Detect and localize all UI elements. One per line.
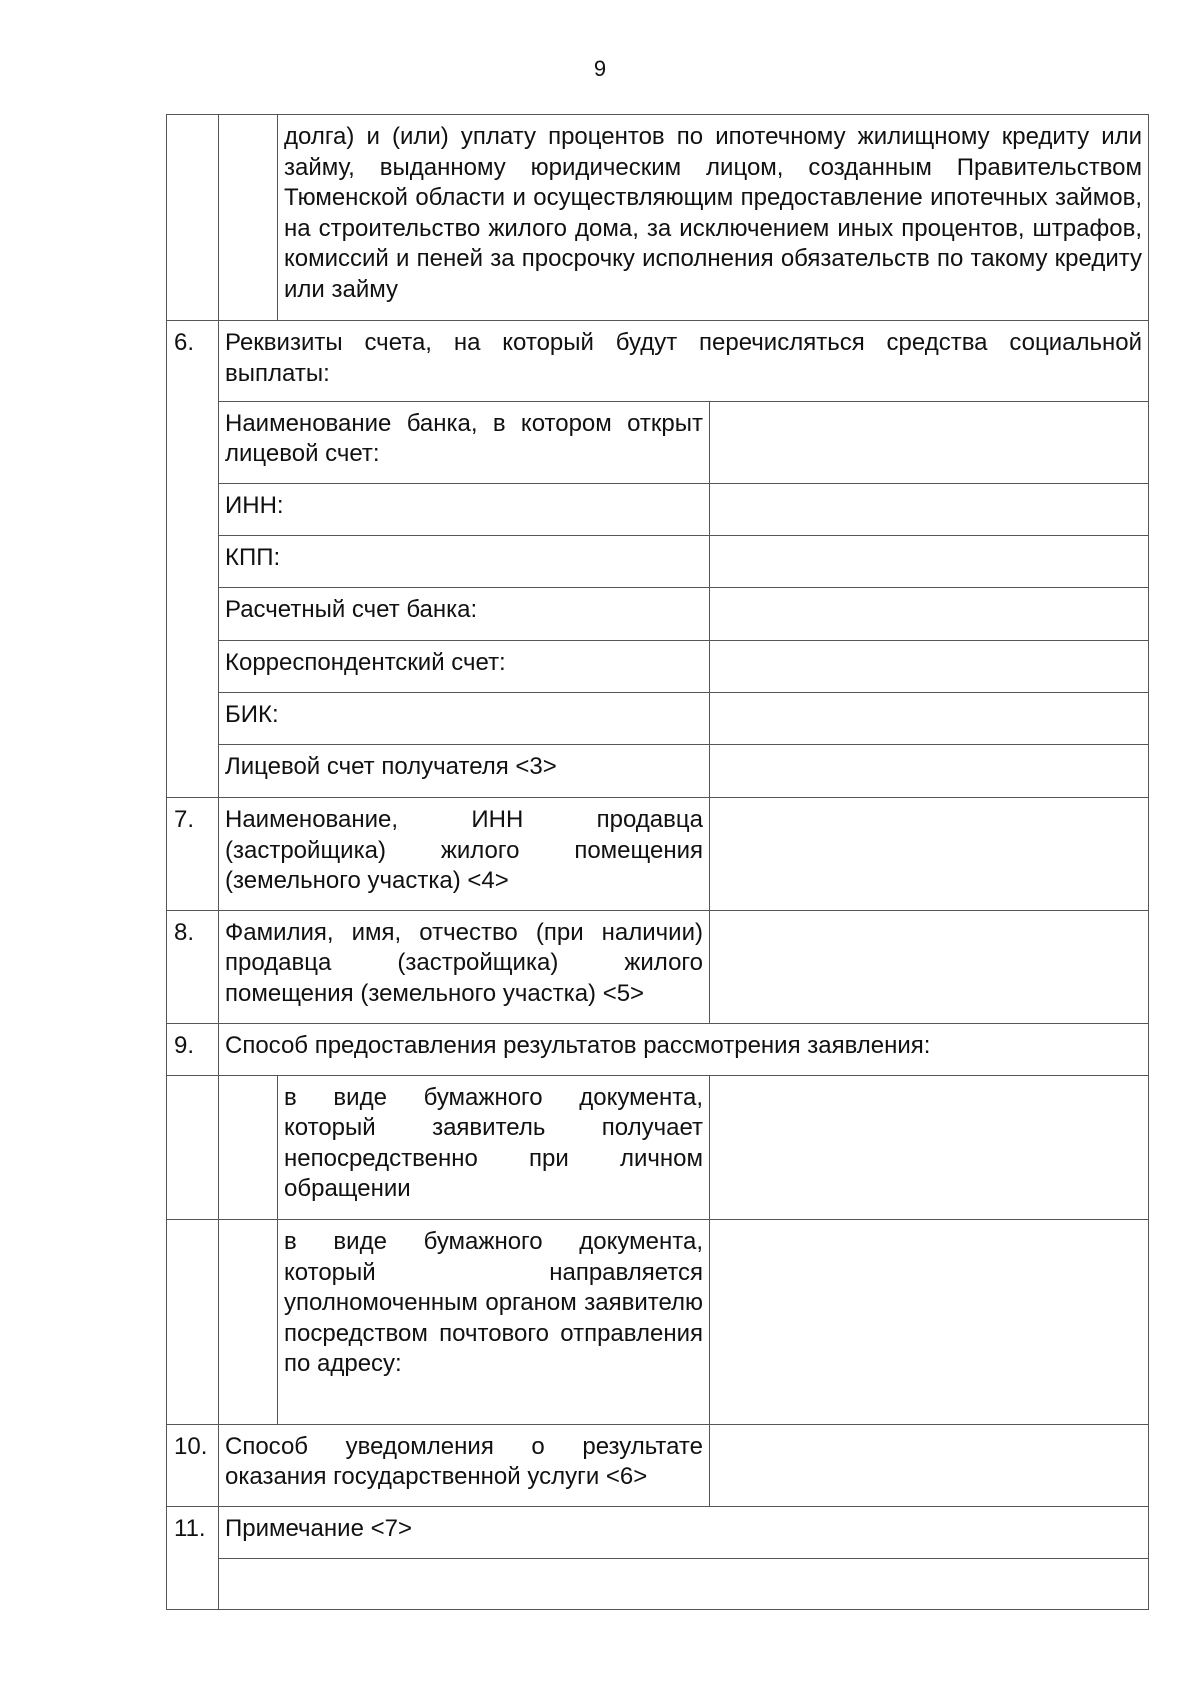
table-row-inn: [167, 483, 1149, 535]
seller-fullname-field[interactable]: [710, 910, 1149, 1023]
personal-account-field[interactable]: [710, 745, 1149, 798]
continuation-text: долга) и (или) уплату процентов по ипотечному жилищному кредиту или займу, выданному юридическим лицом, созданным Правительством Тюменской области и осуществляющим предоставление ипотечных займов, на строительство жилого дома, за исключением иных процентов, штрафов, комиссий и пеней за просрочку исполнения обязательств по такому кредиту или займу: [278, 115, 1149, 321]
note-label: Примечание <7>: [219, 1506, 1149, 1558]
table-row-10: [167, 1424, 1149, 1506]
seller-name-inn-text: Наименование, ИНН продавца (застройщика) жилого помещения (земельного участка) <4>: [225, 806, 703, 895]
settlement-account-label: Расчетный счет банка:: [219, 587, 710, 640]
table-row-kpp: [167, 535, 1149, 587]
notification-method-field[interactable]: [710, 1424, 1149, 1506]
personal-account-label: Лицевой счет получателя <3>: [219, 745, 710, 798]
bik-field[interactable]: [710, 693, 1149, 745]
row-number-11: 11.: [167, 1506, 219, 1609]
seller-name-inn-label: [219, 798, 710, 910]
table-row-correspondent-account: [167, 641, 1149, 693]
paper-in-person-field[interactable]: [710, 1075, 1149, 1219]
indent-cell-empty: [219, 1220, 278, 1424]
correspondent-account-label: Корреспондентский счет:: [219, 641, 710, 693]
paper-in-person-text: в виде бумажного документа, который заявитель получает непосредственно при личном обращении: [284, 1083, 703, 1203]
page-number: 9: [593, 56, 607, 81]
inn-label: ИНН:: [219, 483, 710, 535]
notification-method-text: Способ уведомления о результате оказания государственной услуги <6>: [225, 1432, 703, 1490]
table-row-bank-name: [167, 401, 1149, 483]
bik-label: БИК:: [219, 693, 710, 745]
table-row-7: [167, 798, 1149, 910]
indent-cell-empty: [219, 115, 278, 321]
table-row-personal-account: [167, 745, 1149, 798]
number-cell-empty: [167, 1075, 219, 1219]
number-cell-empty: [167, 115, 219, 321]
notification-method-label: [219, 1424, 710, 1506]
kpp-field[interactable]: [710, 535, 1149, 587]
table-row-9-option-2: [167, 1220, 1149, 1424]
table-row-11-input: [167, 1558, 1149, 1609]
kpp-label: КПП:: [219, 535, 710, 587]
table-row-bik: [167, 693, 1149, 745]
paper-by-mail-label: [278, 1220, 710, 1424]
table-row-9: [167, 1023, 1149, 1075]
seller-fullname-text: Фамилия, имя, отчество (при наличии) продавца (застройщика) жилого помещения (земельного участка) <5>: [225, 918, 703, 1007]
table-row-continuation: [167, 115, 1149, 321]
paper-in-person-label: [278, 1075, 710, 1219]
table-row-settlement-account: [167, 587, 1149, 640]
row-number-9: 9.: [167, 1023, 219, 1075]
delivery-method-title: Способ предоставления результатов рассмотрения заявления:: [219, 1023, 1149, 1075]
note-field[interactable]: [219, 1558, 1149, 1609]
seller-fullname-label: [219, 910, 710, 1023]
table-row-11: [167, 1506, 1149, 1558]
paper-by-mail-field[interactable]: [710, 1220, 1149, 1424]
number-cell-empty: [167, 1220, 219, 1424]
seller-name-inn-field[interactable]: [710, 798, 1149, 910]
table-row-9-option-1: [167, 1075, 1149, 1219]
bank-name-label: Наименование банка, в котором открыт лицевой счет:: [219, 401, 710, 483]
row-number-10: 10.: [167, 1424, 219, 1506]
indent-cell-empty: [219, 1075, 278, 1219]
account-details-title: Реквизиты счета, на который будут перечисляться средства социальной выплаты:: [219, 321, 1149, 401]
correspondent-account-field[interactable]: [710, 641, 1149, 693]
settlement-account-field[interactable]: [710, 587, 1149, 640]
application-form-table: [166, 114, 1149, 1610]
paper-by-mail-text: в виде бумажного документа, который направляется уполномоченным органом заявителю посредством почтового отправления по адресу:: [284, 1228, 703, 1378]
row-number-7: 7.: [167, 798, 219, 910]
bank-name-field[interactable]: [710, 401, 1149, 483]
table-row-6-header: [167, 321, 1149, 401]
table-row-8: [167, 910, 1149, 1023]
row-number-8: 8.: [167, 910, 219, 1023]
row-number-6: 6.: [167, 321, 219, 798]
inn-field[interactable]: [710, 483, 1149, 535]
